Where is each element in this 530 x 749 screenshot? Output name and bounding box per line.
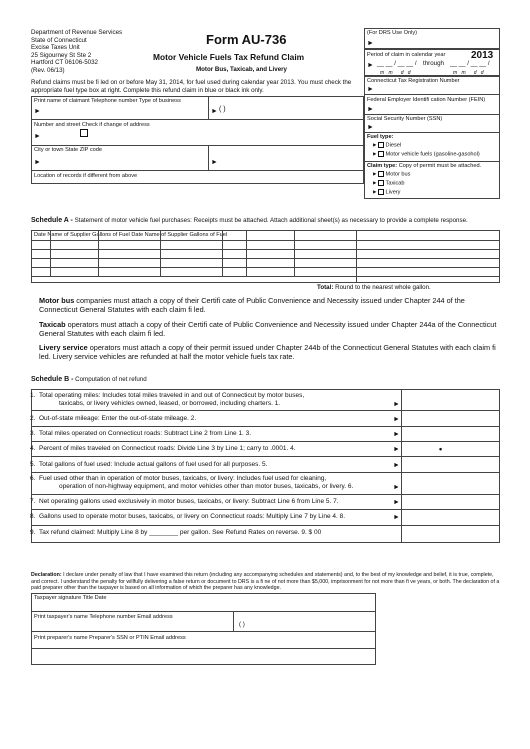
taxpayer-signature-label: Taxpayer signature Title Date: [34, 595, 107, 601]
schedule-b-line-3: 3. Total miles operated on Connecticut roads: Subtract Line 2 from Line 1. 3.: [30, 430, 252, 437]
schedule-b-line-6: 6. Fuel used other than in operation of motor buses, taxicabs, or livery: Includes fuel used for cleaning, operation of non-highway equipment, and motor vehicles other than motor buses, taxicabs, or livery. 6.: [30, 475, 354, 490]
through-label: through: [423, 60, 444, 67]
divider: [233, 611, 234, 631]
change-address-checkbox[interactable]: [80, 129, 88, 137]
note-text: companies must attach a copy of their Certifi cate of Public Convenience and Necessity issued under Chapter 244 of the Connecticut General Statutes with each claim fi led.: [39, 296, 465, 315]
table-col-line: [294, 230, 295, 276]
claim-bus-label: Motor bus: [385, 171, 411, 178]
line-8-input[interactable]: [403, 510, 499, 524]
arrow-icon: ►: [367, 124, 374, 131]
dept-line: (Rev. 06/13): [31, 66, 65, 74]
dept-address-block: [31, 29, 122, 74]
schedule-b-title: Schedule B -: [31, 376, 74, 383]
total-desc: Round to the nearest whole gallon.: [335, 284, 431, 291]
divider: [31, 170, 364, 171]
ct-reg-label: Connecticut Tax Registration Number: [367, 78, 460, 84]
table-col-line: [98, 230, 99, 276]
form-subsubtitle: Motor Bus, Taxicab, and Livery: [196, 66, 287, 73]
arrow-icon: ►: [393, 484, 400, 491]
arrow-icon: ►: [393, 499, 400, 506]
dept-line: State of Connecticut: [31, 36, 87, 44]
arrow-icon: ►: [367, 86, 374, 93]
table-col-line: [401, 389, 402, 543]
schedule-b-line-8: 8. Gallons used to operate motor buses, taxicabs, or livery on Connecticut roads: Multiply Line 7 by Line 4. 8.: [30, 513, 346, 520]
line-3-input[interactable]: [403, 427, 499, 440]
divider: [208, 145, 209, 170]
divider: [31, 145, 364, 146]
period-to-field[interactable]: __ __ / __ __ /: [450, 60, 490, 67]
ssn-label: Social Security Number (SSN): [367, 116, 443, 122]
taxpayer-phone-field[interactable]: ( ): [239, 621, 245, 628]
table-col-line: [356, 230, 357, 283]
schedule-b-heading: [31, 376, 147, 384]
divider: [364, 161, 500, 162]
decimal-dot: •: [439, 444, 443, 454]
arrow-icon: ►: [34, 108, 41, 115]
arrow-icon: ►: [393, 401, 400, 408]
dept-line: Hartford CT 06106-5032: [31, 59, 98, 66]
claimant-name-label: Print name of claimant Telephone number Type of business: [34, 98, 181, 104]
fuel-gas-label: Motor vehicle fuels (gasoline-gasohol): [385, 151, 480, 158]
schedule-a-total: [317, 284, 431, 292]
arrow-icon: ►: [211, 159, 218, 166]
table-row-line: [31, 240, 500, 241]
table-col-line: [50, 230, 51, 276]
schedule-b-line-5: 5. Total gallons of fuel used: Include actual gallons of fuel used for all purposes. 5.: [30, 461, 268, 468]
divider: [31, 631, 376, 632]
form-subtitle: Motor Vehicle Fuels Tax Refund Claim: [153, 52, 305, 62]
claim-type-header: [367, 163, 481, 170]
schedule-b-line-1: 1. Total operating miles: Includes total miles traveled in and out of Connecticut by motor buses, taxicabs, or livery vehicles owned, leased, or borrowed, including charters. 1.: [30, 392, 305, 407]
table-col-line: [160, 230, 161, 276]
fuel-diesel-label: Diesel: [385, 142, 402, 149]
claim-type-note: Copy of permit must be attached.: [398, 163, 482, 169]
arrow-icon: ►: [34, 159, 41, 166]
schedule-b-line-7: 7. Net operating gallons used exclusively in motor buses, taxicabs, or livery: Subtract Line 6 from Line 5. 7.: [30, 498, 339, 505]
table-col-line: [222, 230, 223, 276]
taxpayer-name-label: Print taxpayer's name Telephone number Email address: [34, 614, 173, 620]
divider: [31, 611, 376, 612]
drs-use-label: (For DRS Use Only): [367, 30, 418, 36]
declaration-body: I declare under penalty of law that I have examined this return (including any accompanying schedules and statements) and, to the best of my knowledge and belief, it is true, complete, and correct. I understand the penalty for willfully delivering a false return or document to DRS is a fi ne of not more than $5,000, imprisonment for not more than fi ve years, or both. The declaration of a paid preparer other than the taxpayer is based on all information of which the preparer has any knowledge.: [31, 572, 500, 592]
fuel-type-label: Fuel type:: [367, 134, 394, 140]
dept-line: 25 Sigourney St Ste 2: [31, 51, 92, 59]
line-6-input[interactable]: [403, 473, 499, 493]
period-from-field[interactable]: __ __ / __ __ /: [377, 60, 417, 67]
table-row-line: [31, 249, 500, 250]
arrow-icon: ►: [367, 40, 374, 47]
schedule-b-line-2: 2. Out-of-state mileage: Enter the out-of-state mileage. 2.: [30, 415, 197, 422]
arrow-icon: ►: [211, 108, 218, 115]
form-title: Form AU-736: [206, 32, 287, 47]
divider: [208, 96, 209, 119]
note-motor-bus: [39, 296, 501, 314]
schedule-a-title: Schedule A -: [31, 217, 73, 224]
table-row-line: [31, 267, 500, 268]
declaration-label: Declaration:: [31, 572, 62, 578]
divider: [364, 132, 500, 133]
arrow-icon: ►: [372, 151, 378, 158]
note-bold: Taxicab: [39, 320, 66, 329]
mdy-hint: m m d d: [380, 70, 412, 76]
checkbox-icon[interactable]: [378, 151, 384, 157]
arrow-icon: ►: [393, 446, 400, 453]
instructions: Refund claims must be fi led on or before May 31, 2014, for fuel used during calendar year 2013. You must check the appropriate fuel type box at right. Complete this refund claim in blue or black ink only.: [31, 79, 352, 94]
table-row-line: [31, 276, 500, 277]
line-7-input[interactable]: [403, 495, 499, 508]
divider: [31, 119, 364, 120]
city-label: City or town State ZIP code: [34, 147, 102, 153]
note-taxicab: [39, 320, 501, 338]
arrow-icon: ►: [372, 180, 378, 187]
phone-field[interactable]: ( ): [219, 106, 226, 113]
claim-livery-label: Livery: [385, 189, 401, 196]
arrow-icon: ►: [393, 514, 400, 521]
claim-type-label: Claim type:: [367, 163, 398, 169]
line-1-input[interactable]: [403, 390, 499, 409]
arrow-icon: ►: [367, 62, 374, 69]
claim-bus-option[interactable]: [372, 171, 410, 178]
period-label: Period of claim in calendar year: [367, 52, 446, 58]
checkbox-icon[interactable]: [378, 171, 384, 177]
dept-line: Department of Revenue Services: [31, 29, 123, 36]
arrow-icon: ►: [393, 416, 400, 423]
note-bold: Livery service: [39, 343, 88, 352]
preparer-field[interactable]: [31, 649, 376, 664]
total-label: Total:: [317, 284, 334, 291]
note-text: operators must attach a copy of their permit issued under Chapter 244b of the Connecticut General Statutes with each claim fi led. Livery service vehicles are refunded at half the motor vehicle fuels tax rate.: [39, 343, 496, 362]
note-text: operators must attach a copy of their Certifi cate of Public Convenience and Necessity issued under Chapter 244a of the Connecticut General Statutes with each claim fi led.: [39, 320, 497, 339]
declaration-text: [31, 572, 501, 592]
schedule-b-line-9: 9. Tax refund claimed: Multiply Line 8 by ________ per gallon. See Refund Rates on reverse. 9. $ 00: [30, 529, 322, 536]
note-bold: Motor bus: [39, 296, 75, 305]
line-4-input[interactable]: [403, 442, 499, 455]
records-location-label: Location of records if different from above: [34, 173, 138, 179]
line-2-input[interactable]: [403, 411, 499, 425]
divider: [364, 94, 500, 95]
checkbox-icon[interactable]: [378, 180, 384, 186]
preparer-label: Print preparer's name Preparer's SSN or PTIN Email address: [34, 635, 186, 641]
divider: [364, 114, 500, 115]
dept-line: Excise Taxes Unit: [31, 44, 80, 51]
arrow-icon: ►: [372, 189, 378, 196]
claim-livery-option[interactable]: [372, 189, 400, 196]
arrow-icon: ►: [393, 462, 400, 469]
arrow-icon: ►: [393, 431, 400, 438]
fuel-gas-option[interactable]: [372, 151, 480, 158]
claim-taxi-label: Taxicab: [385, 180, 405, 187]
checkbox-icon[interactable]: [378, 189, 384, 195]
taxpayer-signature-field[interactable]: [31, 600, 376, 611]
checkbox-icon[interactable]: [378, 142, 384, 148]
line-9-input[interactable]: [403, 526, 499, 542]
claim-year: 2013: [471, 50, 494, 61]
schedule-a-desc: Statement of motor vehicle fuel purchases: Receipts must be attached. Attach additional sheet(s) as necessary to provide a complete response.: [74, 217, 468, 224]
fein-label: Federal Employer Identifi cation Number (FEIN): [367, 97, 486, 103]
schedule-a-heading: [31, 217, 468, 225]
table-row-line: [31, 258, 500, 259]
mdy-hint: m m d d: [453, 70, 485, 76]
arrow-icon: ►: [372, 142, 378, 149]
claim-taxi-option[interactable]: [372, 180, 405, 187]
address-label: Number and street Check if change of address: [34, 122, 150, 128]
arrow-icon: ►: [372, 171, 378, 178]
schedule-b-desc: Computation of net refund: [75, 376, 147, 383]
note-livery: [39, 343, 501, 361]
fuel-diesel-option[interactable]: [372, 142, 401, 149]
arrow-icon: ►: [367, 106, 374, 113]
schedule-b-line-4: 4. Percent of miles traveled on Connecticut roads: Divide Line 3 by Line 1; carry to .0001. 4.: [30, 445, 296, 452]
line-5-input[interactable]: [403, 457, 499, 471]
table-col-line: [246, 230, 247, 276]
schedule-a-col-header: Date Name of Supplier Gallons of Fuel Date Name of Supplier Gallons of Fuel: [34, 232, 228, 238]
arrow-icon: ►: [34, 133, 41, 140]
